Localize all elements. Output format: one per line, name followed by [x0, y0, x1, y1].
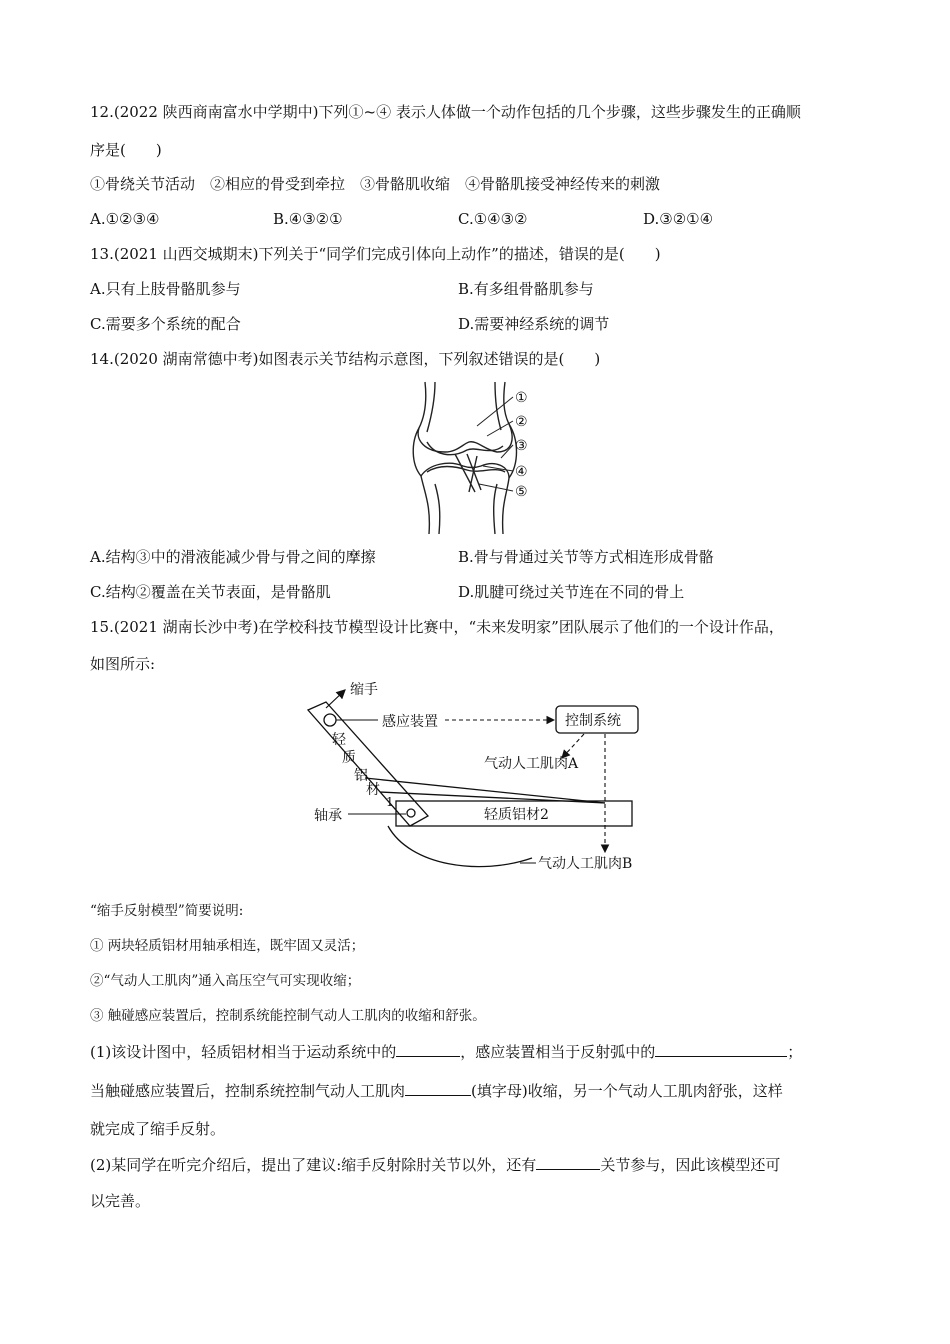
q14-option-d: D.肌腱可绕过关节连在不同的骨上	[458, 583, 685, 601]
q12-stem-line1: 12.(2022 陕西商南富水中学期中)下列①~④ 表示人体做一个动作包括的几个步骤，这些步骤发生的正确顺	[90, 103, 801, 121]
reflex-model-diagram	[300, 680, 660, 876]
q15-sub1-text-b: ，感应装置相当于反射弧中的	[460, 1043, 656, 1061]
q15-note-1: ① 两块轻质铝材用轴承相连，既牢固又灵活；	[90, 938, 365, 954]
q12-option-a: A.①②③④	[90, 210, 160, 228]
joint-label-4: ④	[515, 464, 528, 480]
q15-note-title: “缩手反射模型”简要说明:	[90, 903, 244, 919]
q15-sub1-line2	[90, 1079, 783, 1102]
q15-note-2: ②“气动人工肌肉”通入高压空气可实现收缩；	[90, 973, 361, 989]
q15-sub1-line1	[90, 1040, 802, 1063]
q12-option-b: B.④③②①	[273, 210, 343, 228]
joint-label-3: ③	[515, 438, 528, 454]
label-bar1-char2: 质	[342, 750, 356, 766]
q15-sub1-line3: 就完成了缩手反射。	[90, 1120, 226, 1138]
answer-blank-4[interactable]	[536, 1153, 600, 1170]
joint-label-1: ①	[515, 390, 528, 406]
q13-option-c: C.需要多个系统的配合	[90, 315, 241, 333]
label-bearing: 轴承	[314, 808, 342, 824]
label-muscle-a: 气动人工肌肉A	[484, 756, 579, 772]
joint-label-5: ⑤	[515, 484, 528, 500]
label-sensor: 感应装置	[382, 714, 438, 730]
q12-stem-line2: 序是( )	[90, 141, 162, 159]
q15-stem-line1: 15.(2021 湖南长沙中考)在学校科技节模型设计比赛中，“未来发明家”团队展示了他们的一个设计作品，	[90, 618, 784, 636]
q15-sub2-line2: 以完善。	[90, 1192, 151, 1210]
label-bar1-char3: 铝	[354, 768, 368, 784]
q12-option-d: D.③②①④	[643, 210, 714, 228]
q13-stem: 13.(2021 山西交城期末)下列关于“同学们完成引体向上动作”的描述，错误的是( )	[90, 245, 661, 263]
label-control-system: 控制系统	[565, 713, 621, 729]
q15-sub2-text-b: 关节参与，因此该模型还可	[600, 1156, 781, 1174]
q15-sub2-line1	[90, 1153, 780, 1176]
q15-sub1-text-d: 当触碰感应装置后，控制系统控制气动人工肌肉	[90, 1082, 406, 1100]
label-bar1-char5: 1	[386, 795, 394, 809]
q14-stem: 14.(2020 湖南常德中考)如图表示关节结构示意图，下列叙述错误的是( )	[90, 350, 601, 368]
q12-steps: ①骨绕关节活动 ②相应的骨受到牵拉 ③骨骼肌收缩 ④骨骼肌接受神经传来的刺激	[90, 175, 661, 193]
q14-option-b: B.骨与骨通过关节等方式相连形成骨骼	[458, 548, 714, 566]
q15-sub1-text-c: ；	[787, 1043, 803, 1061]
q14-option-c: C.结构②覆盖在关节表面，是骨骼肌	[90, 583, 331, 601]
q15-stem-line2: 如图所示:	[90, 655, 156, 673]
label-bar1-char4: 材	[366, 782, 380, 798]
q15-sub1-text-a: (1)该设计图中，轻质铝材相当于运动系统中的	[90, 1043, 397, 1061]
q13-option-b: B.有多组骨骼肌参与	[458, 280, 594, 298]
joint-label-2: ②	[515, 414, 528, 430]
label-bar2: 轻质铝材2	[484, 807, 549, 823]
q15-sub2-text-a: (2)某同学在听完介绍后，提出了建议:缩手反射除肘关节以外，还有	[90, 1156, 537, 1174]
label-muscle-b: 气动人工肌肉B	[538, 856, 633, 872]
q13-option-a: A.只有上肢骨骼肌参与	[90, 280, 241, 298]
q13-option-d: D.需要神经系统的调节	[458, 315, 610, 333]
label-hand: 缩手	[350, 682, 378, 698]
q14-option-a: A.结构③中的滑液能减少骨与骨之间的摩擦	[90, 548, 376, 566]
q15-note-3: ③ 触碰感应装置后，控制系统能控制气动人工肌肉的收缩和舒张。	[90, 1008, 486, 1024]
joint-diagram	[405, 380, 545, 536]
answer-blank-2[interactable]	[655, 1040, 787, 1057]
q12-option-c: C.①④③②	[458, 210, 528, 228]
label-bar1-char1: 轻	[332, 732, 346, 748]
answer-blank-3[interactable]	[405, 1079, 471, 1096]
q15-sub1-text-e: (填字母)收缩，另一个气动人工肌肉舒张，这样	[471, 1082, 783, 1100]
answer-blank-1[interactable]	[396, 1040, 460, 1057]
